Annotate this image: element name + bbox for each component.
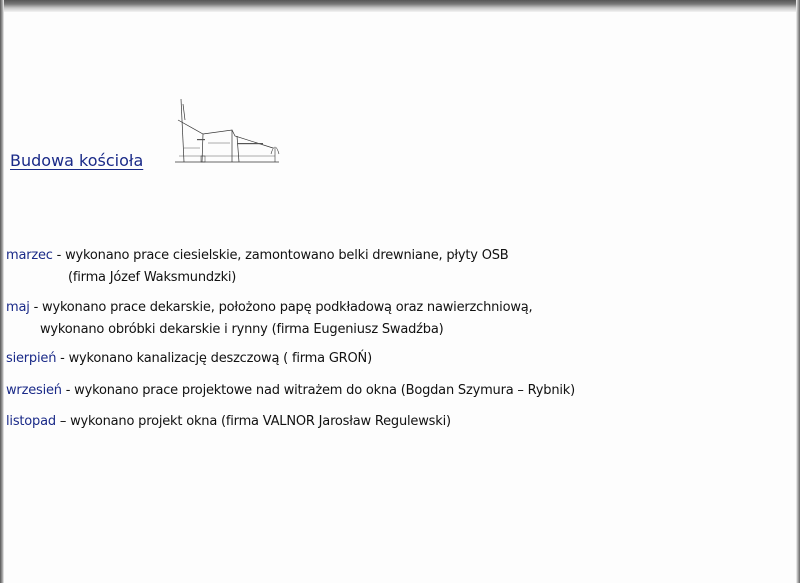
entry-month: maj — [6, 300, 30, 315]
scan-edge-left — [0, 0, 4, 583]
entry-text: - wykonano prace dekarskie, położono papę podkładową oraz nawierzchniową, — [29, 300, 533, 315]
entry-month: marzec — [6, 248, 53, 263]
page-title: Budowa kościoła — [10, 151, 144, 170]
entry-text: - wykonano prace ciesielskie, zamontowano belki drewniane, płyty OSB — [52, 248, 509, 263]
scan-edge-top — [0, 0, 800, 12]
entry-text: – wykonano projekt okna (firma VALNOR Jarosław Regulewski) — [55, 414, 451, 429]
church-sketch-icon — [175, 96, 283, 168]
entry-continuation: (firma Józef Waksmundzki) — [68, 270, 237, 285]
entry-month: sierpień — [6, 351, 57, 366]
entry-text: - wykonano kanalizację deszczową ( firma GROŃ) — [56, 351, 372, 366]
entry-text: - wykonano prace projektowe nad witrażem do okna (Bogdan Szymura – Rybnik) — [61, 383, 575, 398]
entry-month: wrzesień — [6, 383, 62, 398]
entry-line — [6, 300, 532, 315]
entry-month: listopad — [6, 414, 56, 429]
entry-line — [6, 351, 372, 366]
entry-line — [6, 248, 509, 263]
scan-edge-right — [796, 0, 800, 583]
entry-line — [6, 414, 451, 429]
entry-continuation: wykonano obróbki dekarskie i rynny (firma Eugeniusz Swadźba) — [40, 322, 444, 337]
entry-line — [6, 383, 575, 398]
